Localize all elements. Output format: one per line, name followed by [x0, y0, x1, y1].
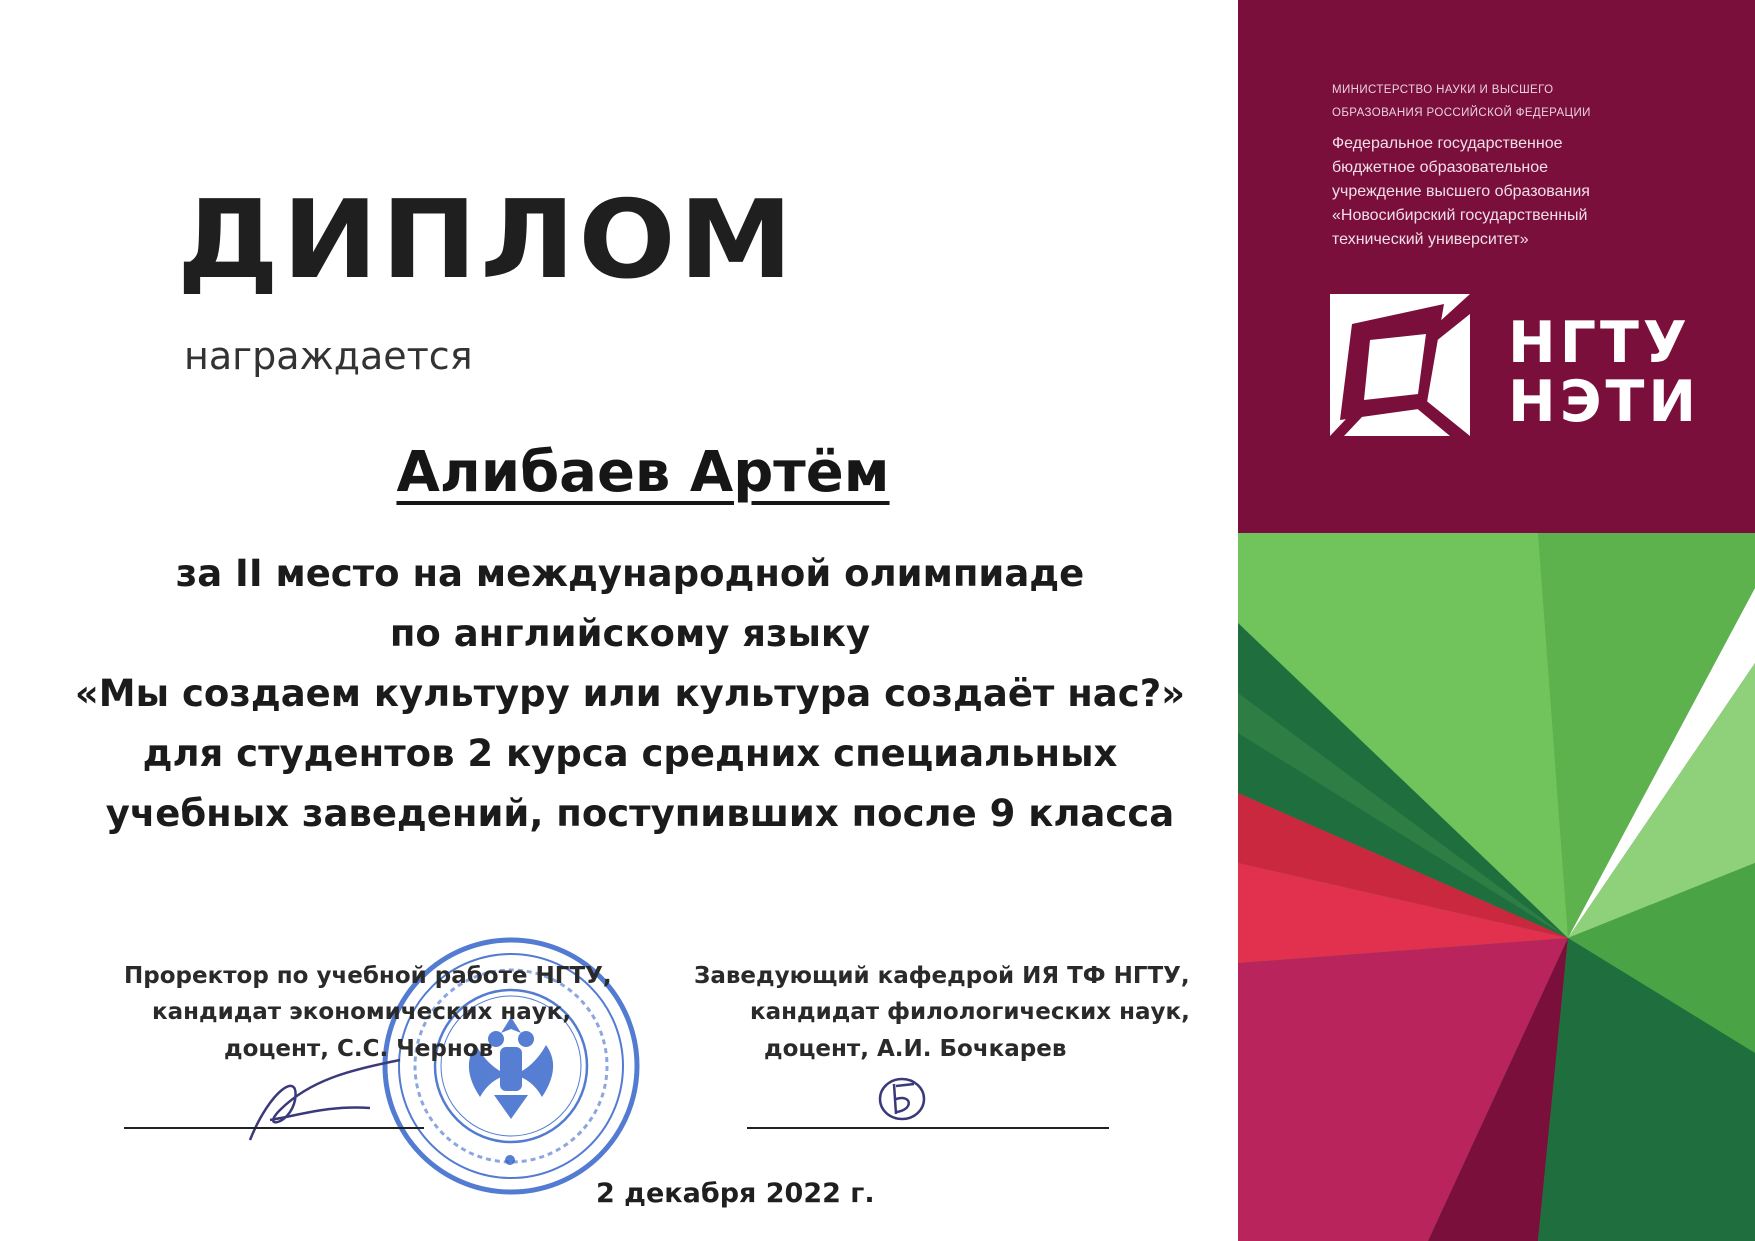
- signatory-left-line: кандидат экономических наук,: [152, 999, 572, 1025]
- signature-line-right: [747, 1127, 1109, 1129]
- signature-line-left: [124, 1127, 424, 1129]
- university-line: Федеральное государственное: [1332, 135, 1563, 152]
- signatory-left-line: доцент, С.С. Чернов: [224, 1036, 494, 1062]
- recipient-name: [0, 440, 1286, 505]
- logo-text: НГТУ: [1508, 310, 1691, 376]
- university-line: технический университет»: [1332, 231, 1529, 248]
- signature-right-icon: [868, 1072, 940, 1124]
- signature-left-icon: [240, 1050, 410, 1150]
- university-line: учреждение высшего образования: [1332, 183, 1590, 200]
- logo-text: НЭТИ: [1508, 369, 1701, 435]
- university-line: «Новосибирский государственный: [1332, 207, 1588, 224]
- ministry-line: ОБРАЗОВАНИЯ РОССИЙСКОЙ ФЕДЕРАЦИИ: [1332, 107, 1591, 119]
- university-logo-icon: [1330, 294, 1470, 436]
- geometric-decoration: [1238, 533, 1755, 1241]
- ministry-line: МИНИСТЕРСТВО НАУКИ И ВЫСШЕГО: [1332, 84, 1554, 96]
- issue-date: 2 декабря 2022 г.: [596, 1178, 875, 1209]
- award-text-line: «Мы создаем культуру или культура создаёт нас?»: [74, 672, 1186, 715]
- recipient-name-text: Алибаев Артём: [396, 440, 890, 505]
- university-line: бюджетное образовательное: [1332, 159, 1549, 176]
- signatory-right-line: Заведующий кафедрой ИЯ ТФ НГТУ,: [694, 963, 1190, 989]
- signatory-right-line: кандидат филологических наук,: [750, 999, 1190, 1025]
- signatory-right-line: доцент, А.И. Бочкарев: [764, 1036, 1067, 1062]
- award-text-line: учебных заведений, поступивших после 9 класса: [105, 792, 1175, 835]
- signatory-left-line: Проректор по учебной работе НГТУ,: [124, 963, 612, 989]
- diploma-title: ДИПЛОМ: [177, 178, 796, 303]
- award-text-line: по английскому языку: [389, 612, 871, 655]
- university-name: [1332, 132, 1732, 252]
- award-text-line: для студентов 2 курса средних специальных: [142, 732, 1118, 775]
- awarded-caption: награждается: [184, 334, 473, 378]
- side-panel-header: [1238, 0, 1755, 533]
- award-text-line: за II место на международной олимпиаде: [175, 552, 1085, 595]
- side-panel: [1238, 0, 1755, 1241]
